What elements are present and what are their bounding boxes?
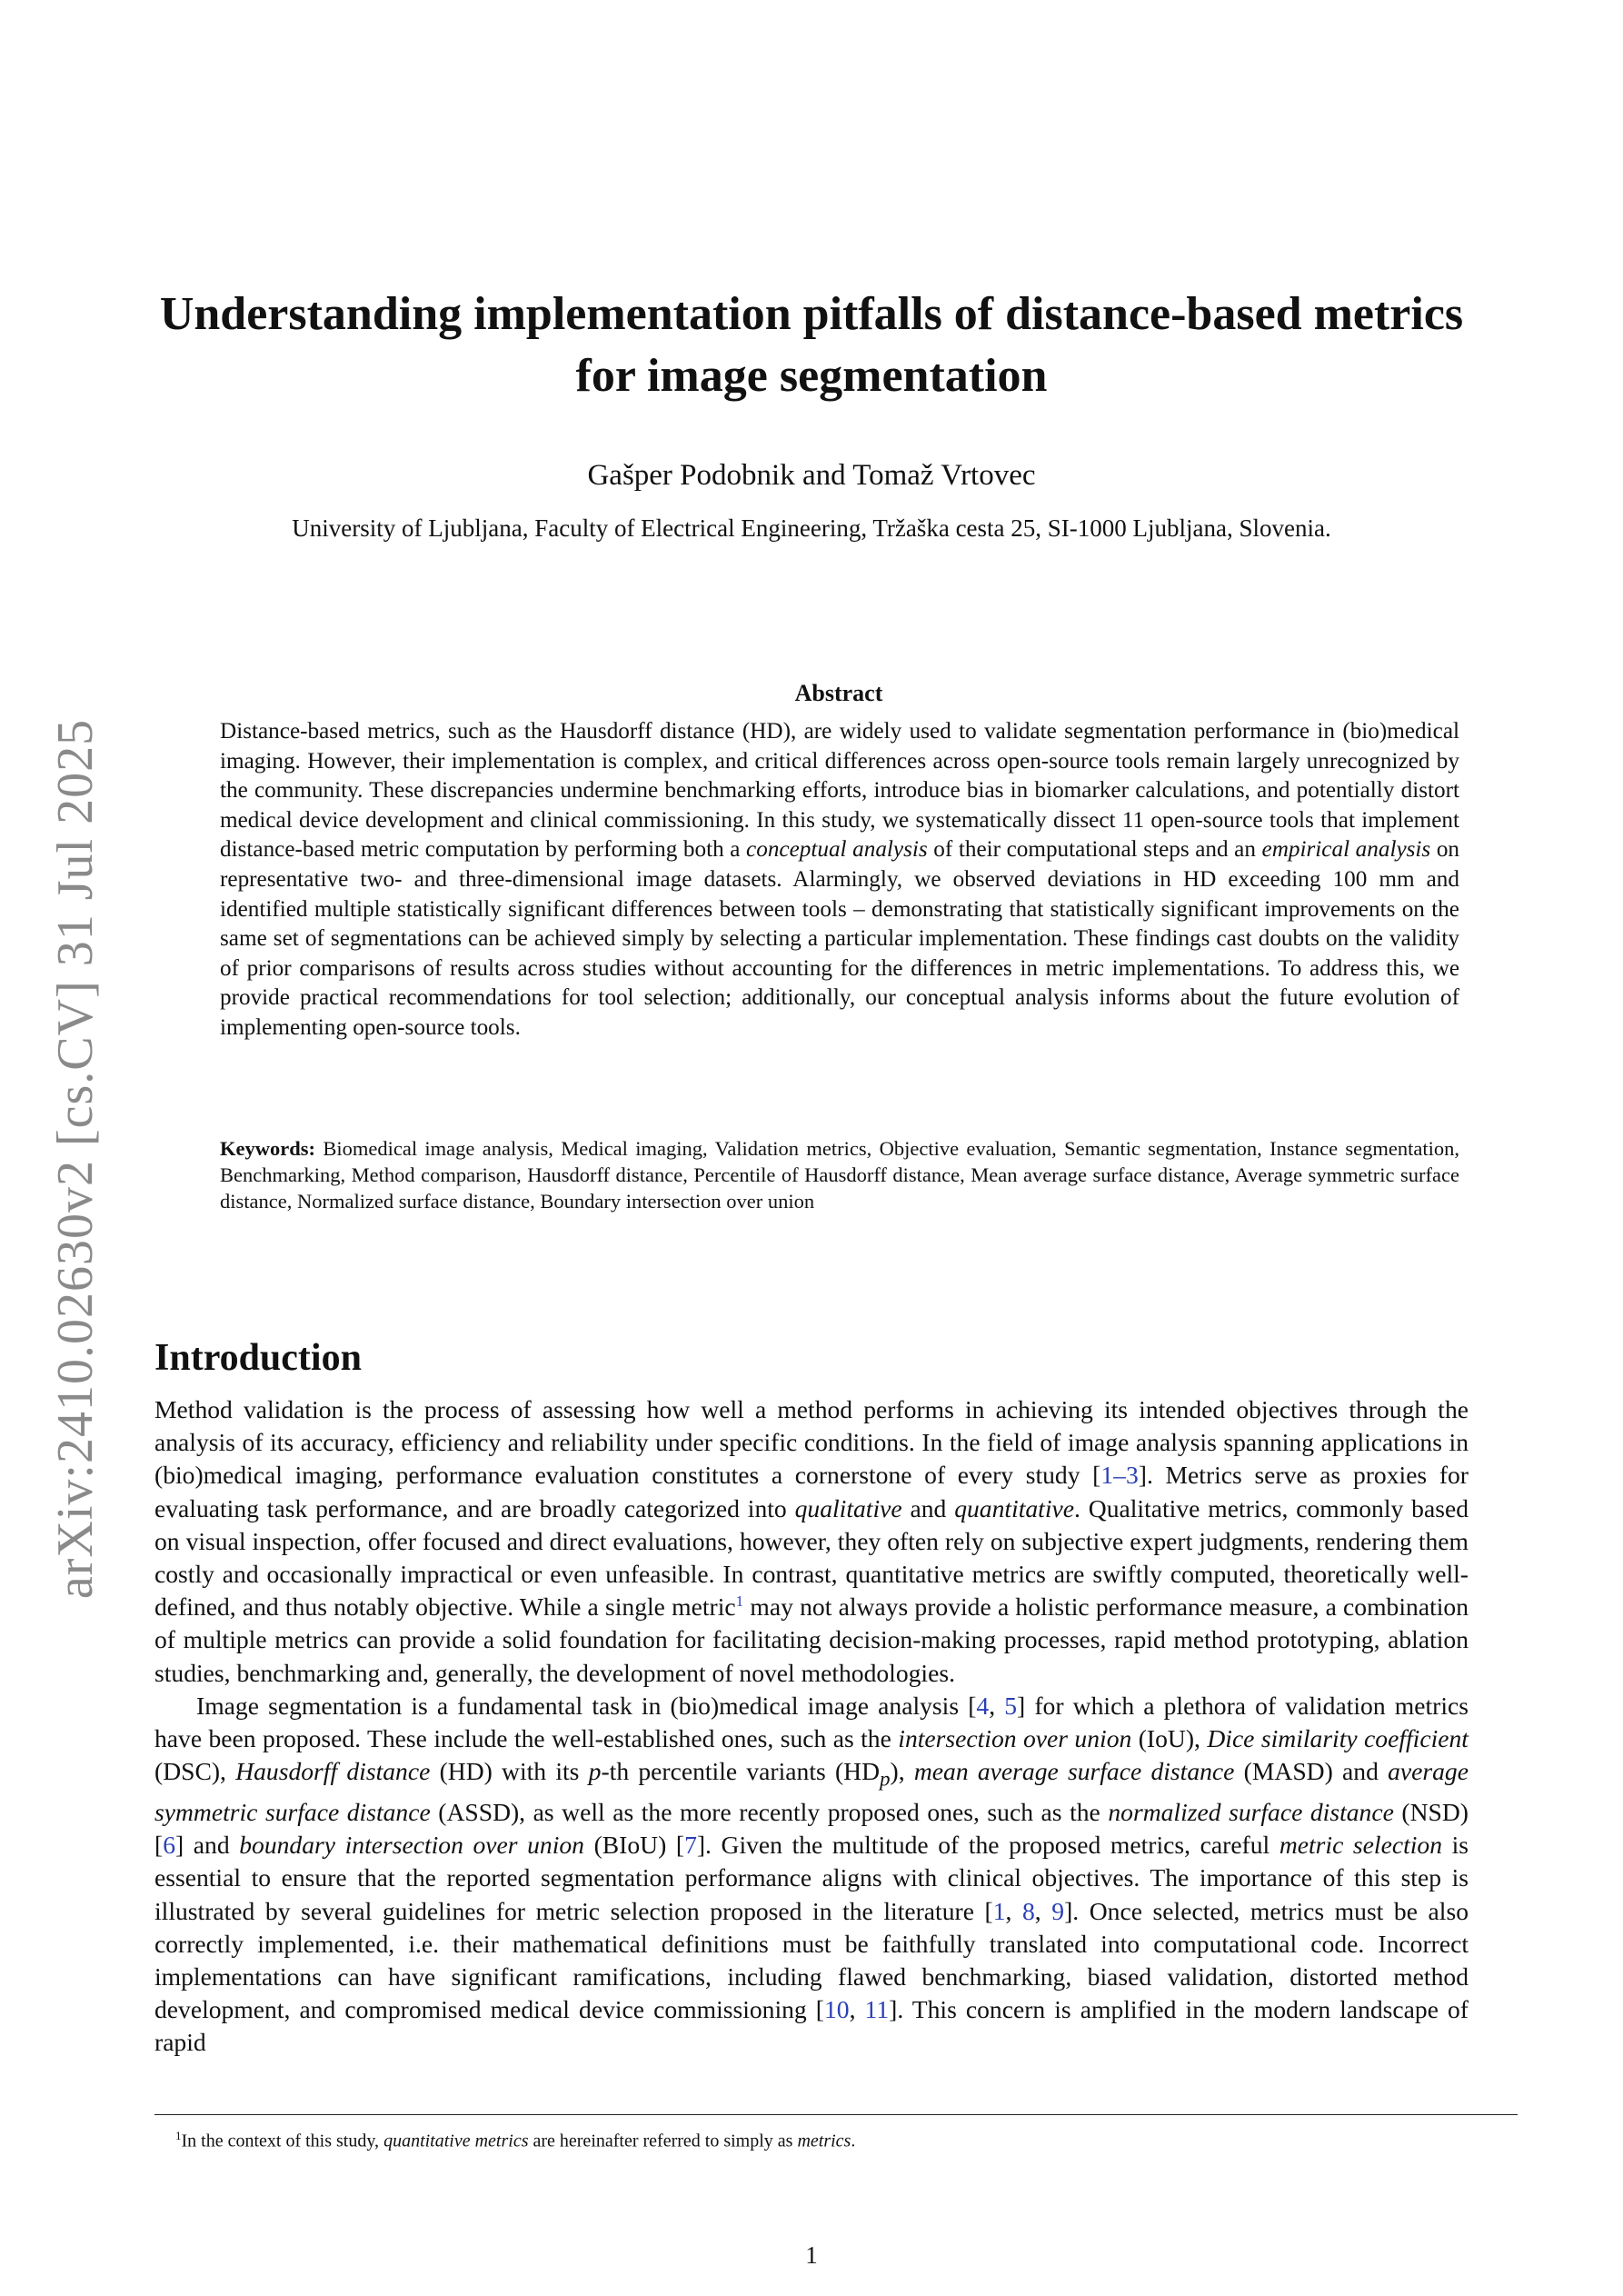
citation-link[interactable]: 4 [976,1691,990,1720]
footnote [175,2129,1466,2152]
text: ), [890,1757,914,1786]
footnote-divider [154,2114,1518,2115]
citation-link[interactable]: 1 [992,1896,1006,1925]
emphasis: Dice similarity coefficient [1207,1724,1469,1753]
emphasis: qualitative [794,1493,902,1522]
text: . Qualitative metrics, commonly based on visual inspection, offer focused and direct evaluations, however, they often rely on subjective expert judgments, rendering them costly and occasionally impractical or even unfeasible. In contrast, quantitative metrics are swiftly computed, theoretically well-defined, and thus notably objective. While a single metric [154,1493,1469,1622]
emphasis: Hausdorff distance [235,1757,431,1786]
abstract-emphasis: conceptual analysis [746,837,928,863]
citation-link[interactable]: 7 [684,1831,697,1860]
keywords-list: Biomedical image analysis, Medical imaging, Validation metrics, Objective evaluation, Semantic segmentation, Instance segmentation, Benchmarking, Method comparison, Hausdorff distance, Percentile of Hausdorff distance, Mean average surface distance, Average symmetric surface distance, Normalized surface distance, Boundary intersection over union [220,1137,1459,1213]
emphasis: normalized surface distance [1108,1797,1394,1826]
paragraph [154,1690,1469,2060]
text: (ASSD), as well as the more recently proposed ones, such as the [430,1797,1109,1826]
text: (NSD) [ [154,1797,1469,1860]
abstract-emphasis: empirical analysis [1261,837,1431,863]
text: . [851,2131,856,2151]
footnote-link[interactable]: 1 [735,1592,744,1611]
emphasis: quantitative metrics [383,2131,529,2151]
text: ]. Given the multitude of the proposed metrics, careful [696,1831,1279,1860]
citation-link[interactable]: 9 [1051,1896,1065,1925]
citation-link[interactable]: 11 [864,1995,890,2024]
text: is essential to ensure that the reported segmentation performance aligns with clinical objectives. The importance of this step is illustrated by several guidelines for metric selection proposed in the literature [ [154,1831,1469,1925]
text: , [849,1995,865,2024]
text: ]. This concern is amplified in the modern landscape of rapid [154,1995,1469,2057]
text: are hereinafter referred to simply as [528,2131,798,2151]
text: In the context of this study, [181,2131,384,2151]
citation-link[interactable]: 6 [163,1831,175,1860]
text: , [1005,1896,1022,1925]
abstract-body [220,717,1459,1043]
text: ] and [175,1831,240,1860]
citation-link[interactable]: 5 [1004,1691,1018,1720]
affiliation: University of Ljubljana, Faculty of Electrical Engineering, Tržaška cesta 25, SI-1000 Ljubljana, Slovenia. [292,514,1331,542]
emphasis: average symmetric surface distance [154,1757,1469,1826]
page-number: 1 [805,2241,818,2269]
arxiv-identifier [25,691,125,1627]
text: and [901,1493,955,1522]
text: -th percentile variants (HD [601,1757,881,1786]
text: (DSC), [154,1757,236,1786]
emphasis: quantitative [954,1493,1075,1522]
text: ]. Once selected, metrics must be also correctly implemented, i.e. their mathematical definitions must be faithfully translated into computational code. Incorrect implementations can have significant ramifications, including flawed benchmarking, biased validation, distorted method development, and compromised medical device commissioning [ [154,1896,1469,2024]
text: , [1034,1896,1052,1925]
keywords-label: Keywords: [220,1137,315,1160]
emphasis: boundary intersection over union [239,1831,584,1860]
keywords [220,1135,1459,1214]
citation-link[interactable]: 8 [1022,1896,1035,1925]
text: ]. Metrics serve as proxies for evaluating task performance, and are broadly categorized into [154,1461,1469,1522]
text: ] for which a plethora of validation metrics have been proposed. These include the well-established ones, such as the [154,1691,1469,1753]
emphasis: mean average surface distance [913,1757,1235,1786]
text: (MASD) and [1234,1757,1389,1786]
paper-title: Understanding implementation pitfalls of distance-based metrics for image segmentation [159,288,1464,402]
citation-link[interactable]: 1–3 [1100,1461,1139,1490]
paragraph [154,1393,1469,1690]
section-heading-introduction: Introduction [154,1337,362,1379]
text: (IoU), [1131,1724,1208,1753]
arxiv-identifier-text: arXiv:2410.02630v2 [cs.CV] 31 Jul 2025 [47,718,104,1600]
text: , [989,1691,1005,1720]
subscript: p [880,1767,891,1791]
emphasis: p [588,1757,602,1786]
text: Image segmentation is a fundamental task in (bio)medical image analysis [ [196,1691,977,1720]
emphasis: intersection over union [898,1724,1132,1753]
emphasis: metrics [797,2131,851,2151]
citation-link[interactable]: 10 [823,1995,850,2024]
text: Method validation is the process of assessing how well a method performs in achieving its intended objectives through the analysis of its accuracy, efficiency and reliability under specific conditions. In the field of image analysis spanning applications in (bio)medical imaging, performance evaluation constitutes a cornerstone of every study [ [154,1395,1469,1490]
authors: Gašper Podobnik and Tomaž Vrtovec [587,459,1036,492]
footnote-mark: 1 [175,2129,182,2142]
text: (BIoU) [ [583,1831,685,1860]
abstract-text: of their computational steps and an [927,837,1262,863]
text: (HD) with its [430,1757,589,1786]
introduction-body [154,1393,1469,2060]
abstract-text: Distance-based metrics, such as the Hausdorff distance (HD), are widely used to validate segmentation performance in (bio)medical imaging. However, their implementation is complex, and critical differences across open-source tools remain largely unrecognized by the community. These discrepancies undermine benchmarking efforts, introduce bias in biomarker calculations, and potentially distort medical device development and clinical commissioning. In this study, we systematically dissect 11 open-source tools that implement distance-based metric computation by performing both a [220,719,1459,863]
abstract-heading: Abstract [794,680,883,706]
text: may not always provide a holistic performance measure, a combination of multiple metrics can provide a solid foundation for facilitating decision-making processes, rapid method prototyping, ablation studies, benchmarking and, generally, the development of novel methodologies. [154,1592,1469,1687]
abstract-text: on representative two- and three-dimensional image datasets. Alarmingly, we observed deviations in HD exceeding 100 mm and identified multiple statistically significant differences between tools – demonstrating that statistically significant improvements on the same set of segmentations can be achieved simply by selecting a particular implementation. These findings cast doubts on the validity of prior comparisons of results across studies without accounting for the differences in metric implementations. To address this, we provide practical recommendations for tool selection; additionally, our conceptual analysis informs about the future evolution of implementing open-source tools. [220,837,1460,1040]
emphasis: metric selection [1279,1831,1442,1860]
